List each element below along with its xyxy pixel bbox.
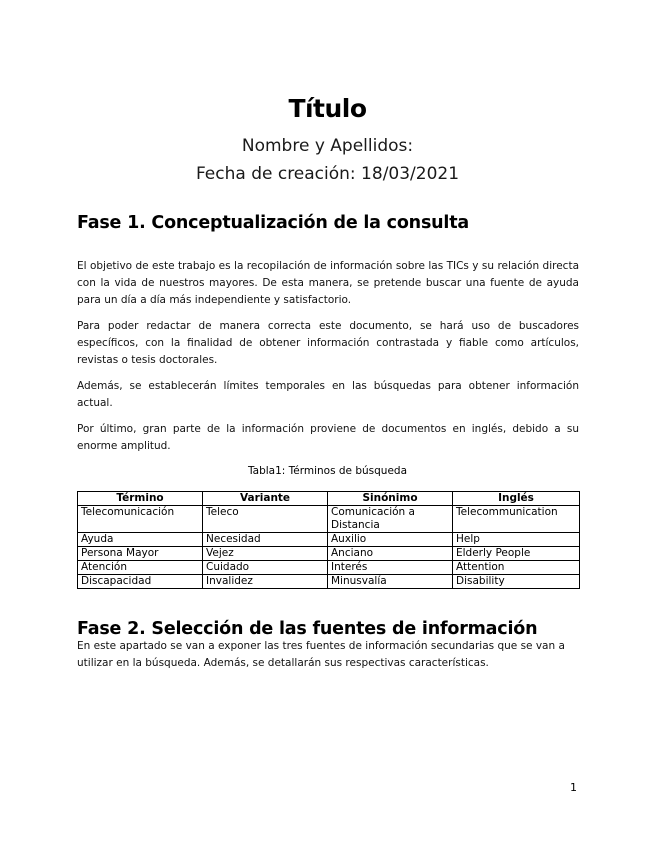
table-cell: Ayuda: [78, 533, 203, 547]
table-row: [78, 506, 580, 533]
section-1-paragraph-1: El objetivo de este trabajo es la recopilación de información sobre las TICs y su relación directa con la vida de nuestros mayores. De esta manera, se pretende buscar una fuente de ayuda para un día a día más independiente y satisfactorio.: [77, 260, 579, 306]
table-cell: Help: [453, 533, 580, 547]
creation-date-line: Fecha de creación: 18/03/2021: [195, 164, 460, 184]
table-header-cell: Inglés: [453, 492, 580, 506]
author-name-line: Nombre y Apellidos:: [241, 136, 414, 156]
table-cell: Telecommunication: [453, 506, 580, 533]
table-header-cell: Variante: [203, 492, 328, 506]
table-header-cell: Sinónimo: [328, 492, 453, 506]
section-1-paragraph-4: Por último, gran parte de la información proviene de documentos en inglés, debido a su enorme amplitud.: [77, 423, 579, 452]
table-cell: Anciano: [328, 547, 453, 561]
table-caption: Tabla1: Términos de búsqueda: [247, 465, 408, 477]
table-cell: Telecomunicación: [78, 506, 203, 533]
table-cell: Interés: [328, 561, 453, 575]
section-1-paragraph-2: Para poder redactar de manera correcta este documento, se hará uso de buscadores específicos, con la finalidad de obtener información contrastada y fiable como artículos, revistas o tesis doctorales.: [77, 320, 579, 366]
table-cell: Elderly People: [453, 547, 580, 561]
table-header-row: [78, 492, 580, 506]
table-cell: Teleco: [203, 506, 328, 533]
table-cell: Vejez: [203, 547, 328, 561]
table-cell: Discapacidad: [78, 575, 203, 589]
table-cell: Invalidez: [203, 575, 328, 589]
section-1-paragraph-3: Además, se establecerán límites temporales en las búsquedas para obtener información actual.: [77, 380, 579, 409]
table-cell: Necesidad: [203, 533, 328, 547]
table-row: [78, 561, 580, 575]
table-cell: Comunicación a Distancia: [328, 506, 453, 533]
table-header-cell: Término: [78, 492, 203, 506]
table-row: [78, 547, 580, 561]
table-cell: Minusvalía: [328, 575, 453, 589]
table-cell: Disability: [453, 575, 580, 589]
section-2-paragraph: En este apartado se van a exponer las tres fuentes de información secundarias que se van a utilizar en la búsqueda. Además, se detallarán sus respectivas características.: [77, 640, 565, 669]
table-row: [78, 575, 580, 589]
table-row: [78, 533, 580, 547]
section-1-heading: Fase 1. Conceptualización de la consulta: [77, 213, 469, 233]
table-cell: Atención: [78, 561, 203, 575]
section-2-heading: Fase 2. Selección de las fuentes de información: [77, 619, 538, 639]
page-number: 1: [570, 781, 577, 794]
table-cell: Auxilio: [328, 533, 453, 547]
table-cell: Cuidado: [203, 561, 328, 575]
document-title: Título: [288, 94, 367, 123]
search-terms-table: [77, 491, 580, 589]
table-cell: Attention: [453, 561, 580, 575]
table-cell: Persona Mayor: [78, 547, 203, 561]
